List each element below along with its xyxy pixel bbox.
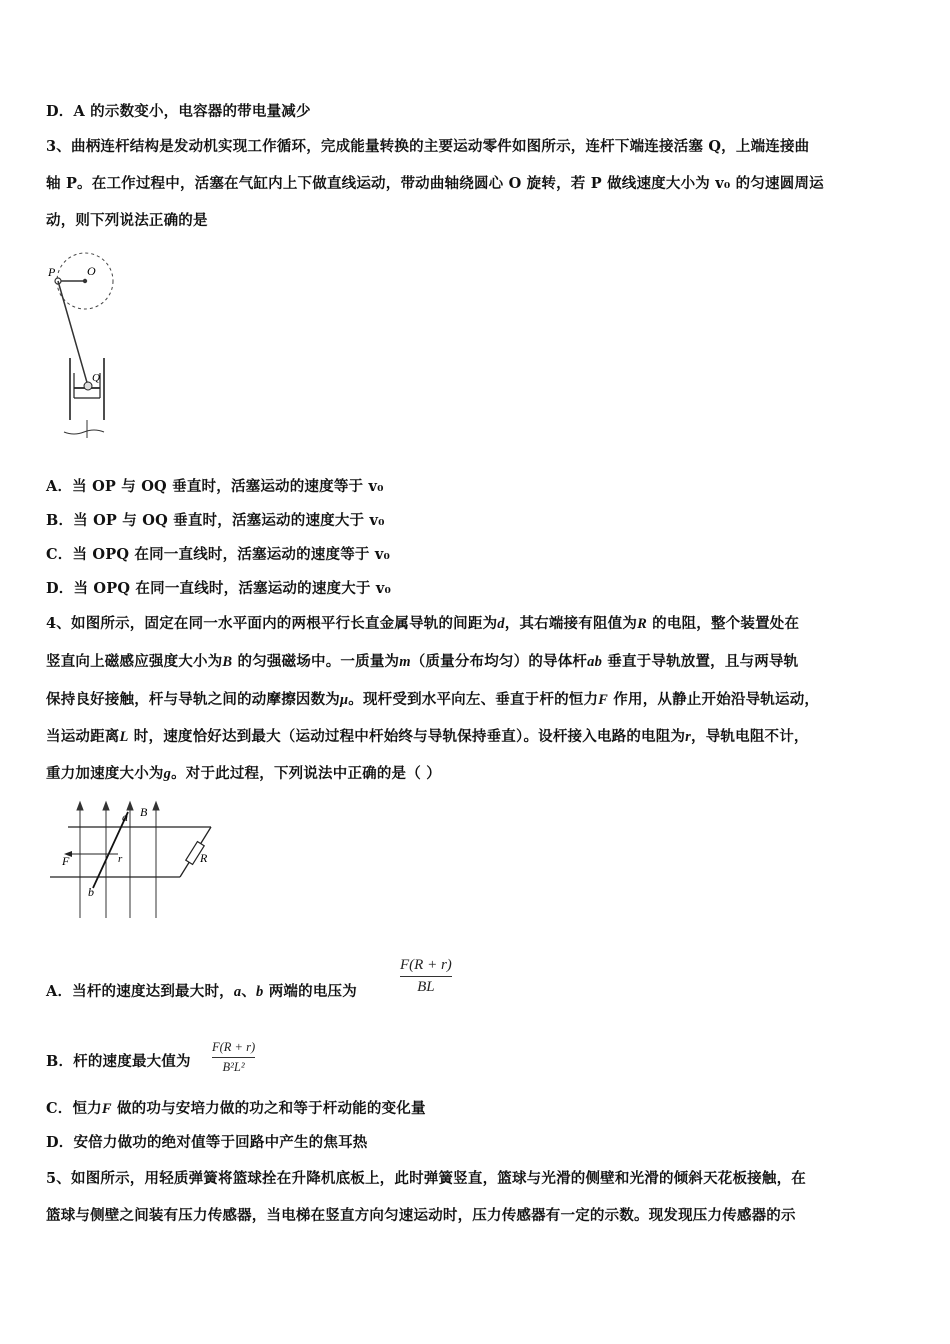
q4-text: 竖直向上磁感应强度大小为 (46, 653, 223, 670)
fraction-numerator: F(R + r) (400, 957, 452, 973)
q4-text: 。现杆受到水平向左、垂直于杆的恒力 (348, 691, 599, 708)
q4-text: 当运动距离 (46, 728, 120, 745)
q4-text: ，导轨电阻不计， (691, 728, 809, 745)
q3-stem-line-3: 动，则下列说法正确的是 (46, 212, 208, 229)
q4-text: 重力加速度大小为 (46, 765, 164, 782)
q4-var-mu: μ (340, 692, 349, 708)
q4-text: 4、如图所示，固定在同一水平面内的两根平行长直金属导轨的间距为 (46, 615, 498, 632)
q5-stem-line-2: 篮球与侧壁之间装有压力传感器，当电梯在竖直方向匀速运动时，压力传感器有一定的示数。现发现压力传感器的示 (46, 1207, 796, 1224)
label-q: Q (92, 372, 100, 384)
rail-magnetic-field-figure (48, 796, 218, 922)
q5-stem-line-1: 5、如图所示，用轻质弹簧将篮球拴在升降机底板上，此时弹簧竖直，篮球与光滑的侧壁和光滑的倾斜天花板接触，在 (46, 1170, 806, 1187)
crank-connecting-rod-figure (44, 248, 124, 444)
q4-stem-line-3 (46, 690, 819, 710)
q4-var-m: m (399, 654, 411, 670)
q3-option-d: D．当 OPQ 在同一直线时，活塞运动的速度大于 v₀ (46, 580, 392, 597)
fraction-bar (212, 1057, 255, 1058)
q4-var-R: R (637, 616, 647, 632)
q4-option-b: B．杆的速度最大值为 (46, 1053, 191, 1070)
q2-option-d: D．A 的示数变小，电容器的带电量减少 (46, 103, 311, 120)
q4-var-F: F (101, 1101, 112, 1117)
q4-var-d: d (497, 616, 505, 632)
q4-stem-line-4 (46, 727, 809, 747)
q4-text: A．当杆的速度达到最大时， (46, 983, 234, 1000)
label-b: b (88, 885, 94, 899)
q4-var-B: B (222, 654, 233, 670)
q4-var-r: r (685, 729, 692, 745)
q4-text: 。对于此过程，下列说法中正确的是（ ） (171, 765, 441, 782)
q4-text: ，其右端接有阻值为 (504, 615, 638, 632)
q4-stem-line-2 (46, 652, 798, 672)
label-p: P (48, 265, 56, 279)
q4-text: C．恒力 (46, 1100, 102, 1117)
fraction-denominator: B²L² (222, 1060, 245, 1074)
q4-text: 两端的电压为 (263, 983, 357, 1000)
q4-text: （质量分布均匀）的导体杆 (410, 653, 588, 670)
q4-text: 、 (241, 983, 257, 1000)
q4-text: 作用，从静止开始沿导轨运动， (608, 691, 820, 708)
q4-option-b-fraction (212, 1040, 255, 1075)
q4-text: 的电阻，整个装置处在 (646, 615, 800, 632)
q3-stem-line-2: 轴 P。在工作过程中，活塞在气缸内上下做直线运动，带动曲轴绕圆心 O 旋转，若 P 做线速度大小为 v₀ 的匀速圆周运 (46, 175, 824, 192)
q4-var-a: a (233, 984, 242, 1000)
q4-var-b: b (256, 984, 264, 1000)
q4-text: 垂直于导轨放置，且与两导轨 (602, 653, 799, 670)
label-a: a (122, 810, 128, 824)
q4-option-a-fraction (400, 957, 452, 996)
connecting-rod (58, 281, 88, 386)
q4-var-ab: ab (587, 654, 603, 670)
label-resistor-r: R (200, 851, 208, 865)
label-field-b: B (140, 805, 148, 819)
q4-var-F: F (598, 692, 609, 708)
q3-option-a: A．当 OP 与 OQ 垂直时，活塞运动的速度等于 v₀ (46, 478, 384, 495)
break-mark (64, 430, 104, 434)
q4-stem-line-1 (46, 614, 799, 634)
fraction-numerator: F(R + r) (212, 1040, 256, 1054)
point-q (84, 382, 92, 390)
q3-option-b: B．当 OP 与 OQ 垂直时，活塞运动的速度大于 v₀ (46, 512, 385, 529)
q3-option-c: C．当 OPQ 在同一直线时，活塞运动的速度等于 v₀ (46, 546, 391, 563)
q3-stem-line-1: 3、曲柄连杆结构是发动机实现工作循环，完成能量转换的主要运动零件如图所示，连杆下端连接活塞 Q，上端连接曲 (46, 138, 810, 155)
q4-stem-line-5 (46, 764, 441, 784)
label-f: F (62, 854, 70, 868)
q4-option-d: D．安倍力做功的绝对值等于回路中产生的焦耳热 (46, 1134, 368, 1151)
q4-option-c (46, 1099, 426, 1119)
point-o (83, 279, 87, 283)
label-o: O (87, 264, 96, 278)
q4-var-g: g (163, 766, 172, 782)
fraction-bar (400, 976, 452, 977)
fraction-denominator: BL (417, 979, 435, 995)
q4-text: 做的功与安培力做的功之和等于杆动能的变化量 (111, 1100, 426, 1117)
q4-text: 的匀强磁场中。一质量为 (232, 653, 400, 670)
q4-text: 时，速度恰好达到最大（运动过程中杆始终与导轨保持垂直）。设杆接入电路的电阻为 (128, 728, 686, 745)
label-r: r (118, 853, 123, 865)
q4-var-L: L (119, 729, 129, 745)
q4-option-a (46, 982, 357, 1002)
q4-text: 保持良好接触，杆与导轨之间的动摩擦因数为 (46, 691, 340, 708)
